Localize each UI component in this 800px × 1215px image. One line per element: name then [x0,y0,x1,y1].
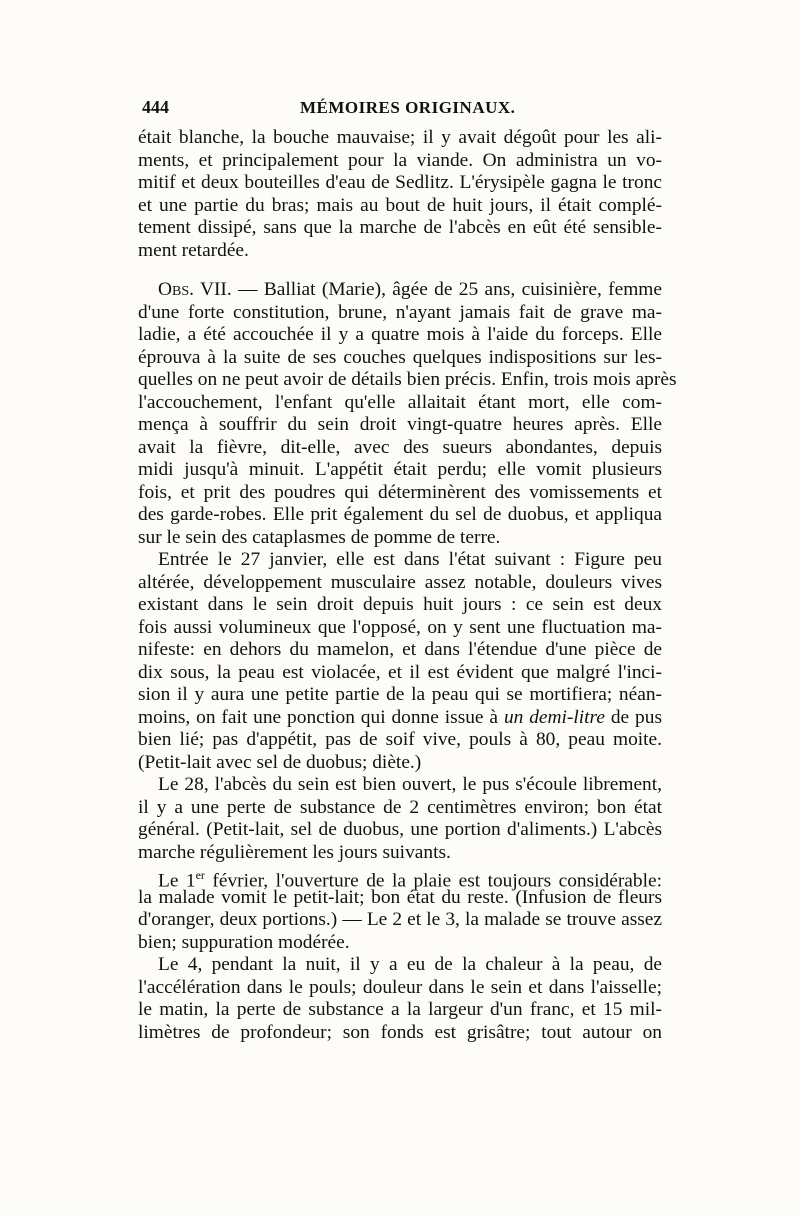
text-line [138,707,662,730]
running-title: MÉMOIRES ORIGINAUX. [300,98,516,117]
page-body [138,127,677,1044]
text-line: Entrée le 27 janvier, elle est dans l'état suivant : Figure peu [158,549,662,570]
text-line: fois aussi volumineux que l'opposé, on y sent une fluctuation ma- [138,616,662,638]
paragraph-observation [138,279,677,549]
text-line [138,864,662,892]
text-line: l'accélération dans le pouls; douleur dans le sein et dans l'aisselle; [138,976,662,998]
text-line: bien; suppuration modérée. [138,931,350,953]
text-line [138,279,662,302]
text-line: ladie, a été accouchée il y a quatre mois à l'aide du forceps. Elle [138,324,662,345]
text-line: la malade vomit le petit-lait; bon état du reste. (Infusion de fleurs [138,886,662,908]
text-line: mitif et deux bouteilles d'eau de Sedlitz. L'érysipèle gagna le tronc [138,172,662,193]
text-line: éprouva à la suite de ses couches quelques indispositions sur les- [138,346,662,368]
text-line: fois, et prit des poudres qui déterminèrent des vomissements et [138,481,662,503]
paragraph [138,549,662,774]
text-line: sur le sein des cataplasmes de pomme de terre. [138,526,501,548]
text-run: Le 1 [158,870,196,892]
text-line: sion il y aura une petite partie de la peau qui se mortifiera; néan- [138,684,662,705]
text-line: ments, et principalement pour la viande. On administra un vo- [138,149,662,171]
text-line: d'une forte constitution, brune, n'ayant jamais fait de grave ma- [138,301,662,323]
text-run: moins, on fait une ponction qui donne issue à [138,706,504,728]
text-line: il y a une perte de substance de 2 centimètres environ; bon état [138,796,662,818]
text-line: marche régulièrement les jours suivants. [138,841,451,863]
text-line: tement dissipé, sans que la marche de l'abcès en eût été sensible- [138,217,662,238]
paragraph [138,954,662,1044]
observation-text: — Balliat (Marie), âgée de 25 ans, cuisinière, femme [231,279,662,300]
text-line: avait la fièvre, dit-elle, avec des sueurs abondantes, depuis [138,436,662,458]
text-line: existant dans le sein droit depuis huit jours : ce sein est deux [138,594,662,615]
text-line: d'oranger, deux portions.) — Le 2 et le 3, la malade se trouve assez [138,909,662,930]
text-line: altérée, développement musculaire assez notable, douleurs vives [138,571,662,593]
text-line: était blanche, la bouche mauvaise; il y avait dégoût pour les ali- [138,127,662,148]
text-line: mença à souffrir du sein droit vingt-quatre heures après. Elle [138,414,662,435]
page-header [142,97,662,125]
text-line: (Petit-lait avec sel de duobus; diète.) [138,751,422,773]
text-line: ment retardée. [138,239,249,261]
text-run: de pus [604,706,662,728]
text-line: l'accouchement, l'enfant qu'elle allaitait étant mort, elle com- [138,391,662,413]
observation-label: Obs. VII. [158,279,232,300]
superscript: er [195,868,205,882]
text-run: février, l'ouverture de la plaie est toujours considérable: [204,870,662,892]
text-line: dix sous, la peau est violacée, et il est évident que malgré l'inci- [138,661,662,683]
text-line: bien lié; pas d'appétit, pas de soif vive, pouls à 80, peau moite. [138,729,662,750]
text-line: Le 28, l'abcès du sein est bien ouvert, le pus s'écoule librement, [158,774,662,795]
text-line: des garde-robes. Elle prit également du sel de duobus, et appliqua [138,504,662,525]
text-line: nifeste: en dehors du mamelon, et dans l'étendue d'une pièce de [138,639,662,660]
paragraph [138,127,662,262]
italic-text: un demi-litre [503,706,605,728]
text-line: quelles on ne peut avoir de détails bien précis. Enfin, trois mois après [138,369,677,390]
page-number: 444 [142,97,169,117]
paragraph [138,864,662,954]
text-line: limètres de profondeur; son fonds est grisâtre; tout autour on [138,1021,662,1043]
paragraph [138,774,662,864]
text-line: Le 4, pendant la nuit, il y a eu de la chaleur à la peau, de [158,954,662,975]
text-line: général. (Petit-lait, sel de duobus, une portion d'aliments.) L'abcès [138,819,662,840]
text-line: le matin, la perte de substance a la largeur d'un franc, et 15 mil- [138,999,662,1020]
text-line: midi jusqu'à minuit. L'appétit était perdu; elle vomit plusieurs [138,459,662,480]
text-line: et une partie du bras; mais au bout de huit jours, il était complé- [138,194,662,216]
